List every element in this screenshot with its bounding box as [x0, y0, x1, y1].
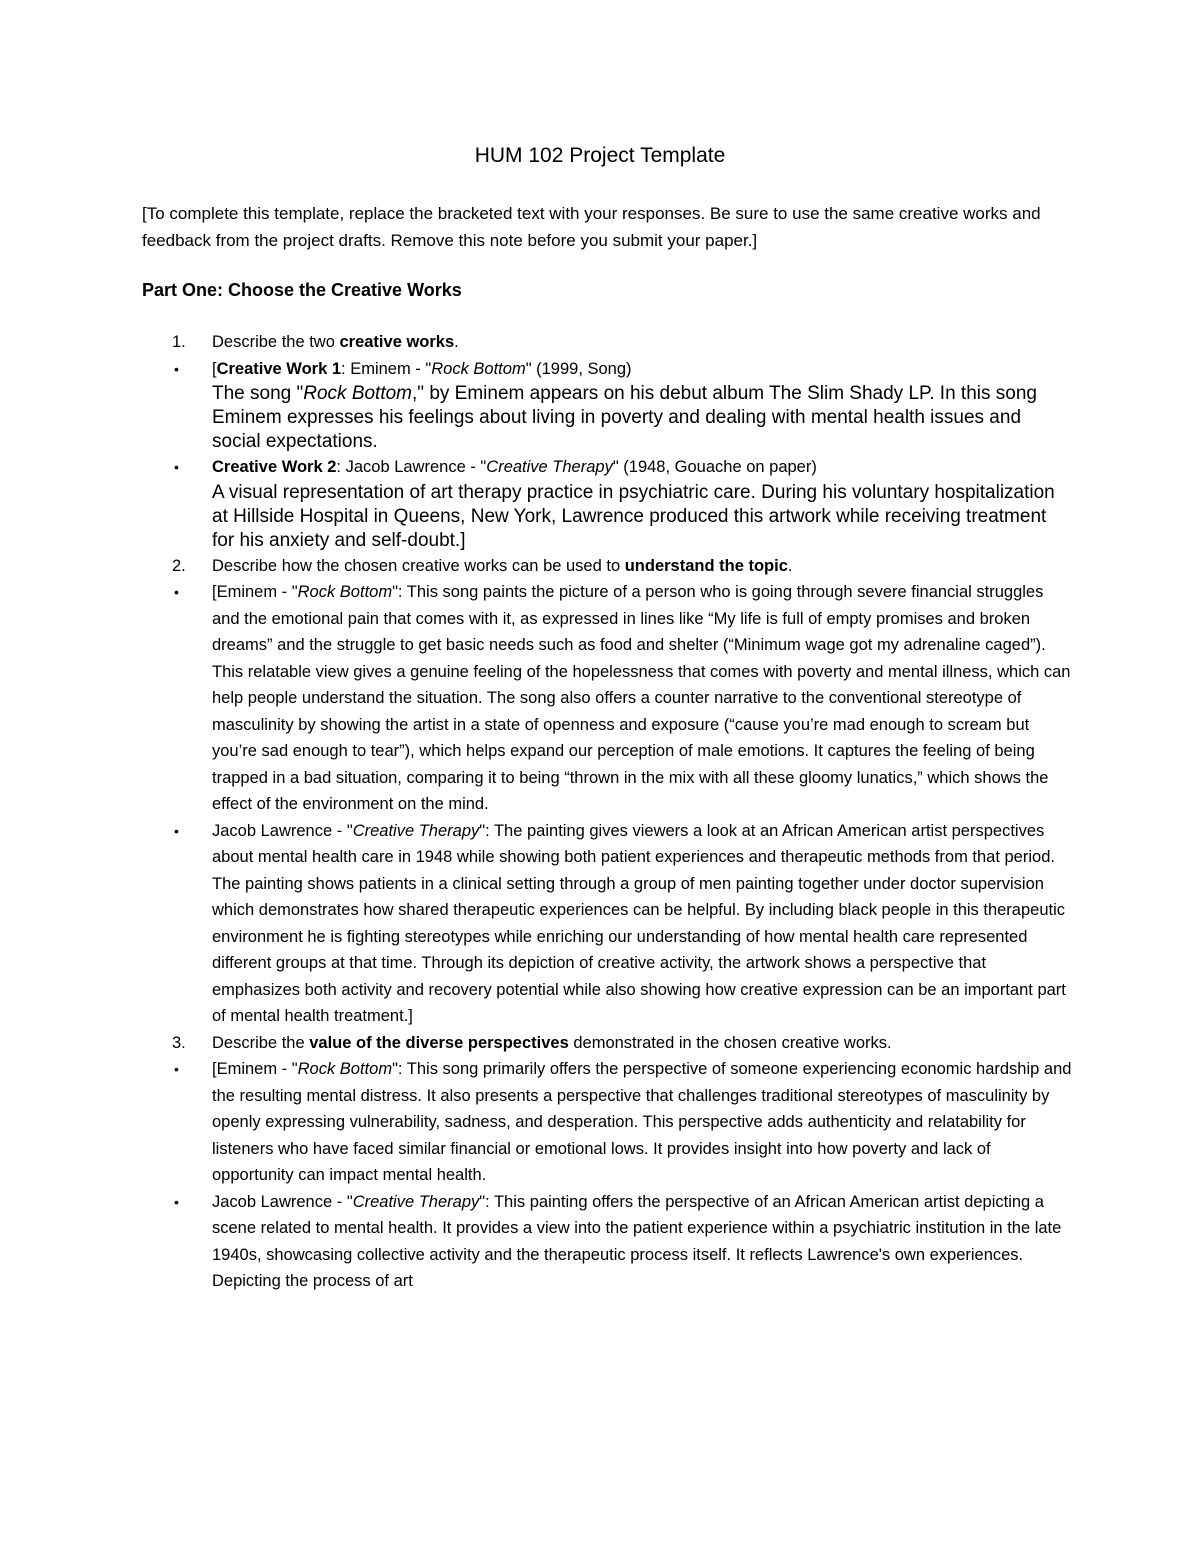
work-description: A visual representation of art therapy practice in psychiatric care. During his voluntary hospitalization at Hillside Hospital in Queens, New York, Lawrence produced this artwork while receiving treatment for his anxiety and self-doubt.]	[212, 481, 1055, 551]
question-2	[142, 553, 1072, 580]
document-body	[142, 329, 1072, 1295]
answer-body: ": This painting offers the perspective of an African American artist depicting a scene related to mental health. It provides a view into the patient experience within a psychiatric institution in the late 1940s, showcasing collective activity and the therapeutic process itself. It reflects Lawrence's own experiences. Depicting the process of art	[212, 1192, 1062, 1290]
description-title: Rock Bottom	[303, 383, 413, 404]
work-title: Creative Therapy	[486, 458, 613, 476]
question-emphasis: understand the topic	[624, 556, 788, 575]
work-label: Creative Work 2	[212, 458, 337, 476]
question-text: Describe the	[212, 1033, 310, 1052]
open-bracket: [	[212, 359, 217, 378]
question-3	[142, 1030, 1072, 1057]
answer-prefix: [Eminem - "	[212, 583, 298, 601]
bullet-icon: •	[174, 360, 179, 377]
creative-work-1	[142, 356, 1072, 455]
answer-title: Rock Bottom	[297, 1060, 393, 1078]
bullet-icon: •	[174, 1061, 179, 1077]
answer-3-eminem	[142, 1056, 1072, 1189]
answer-prefix: Jacob Lawrence - "	[212, 1192, 353, 1211]
work-artist: Jacob Lawrence - "	[345, 458, 487, 476]
answer-3-lawrence	[142, 1189, 1072, 1295]
answer-2-eminem	[142, 579, 1072, 818]
part-one-heading: Part One: Choose the Creative Works	[142, 280, 462, 300]
work-colon: :	[341, 359, 351, 378]
work-label: Creative Work 1	[216, 359, 342, 378]
answer-prefix: Jacob Lawrence - "	[212, 821, 353, 840]
answer-prefix: [Eminem - "	[212, 1060, 298, 1078]
list-number: 1.	[172, 333, 186, 351]
description-start: The song "	[212, 383, 304, 404]
answer-body: ": The painting gives viewers a look at an African American artist perspectives about mental health care in 1948 while showing both patient experiences and therapeutic methods from that period. The painting shows patients in a clinical setting through a group of men painting together under doctor supervision which demonstrates how shared therapeutic experiences can be helpful. By including black people in this therapeutic environment he is fighting stereotypes while enriching our understanding of how mental health care represented different groups at that time. Through its depiction of creative activity, the artwork shows a perspective that emphasizes both activity and recovery potential while also showing how creative expression can be an important part of mental health treatment.]	[212, 821, 1066, 1025]
list-number: 3.	[172, 1033, 186, 1052]
bullet-icon: •	[174, 822, 179, 839]
answer-body: ": This song paints the picture of a person who is going through severe financial struggles and the emotional pain that comes with it, as expressed in lines like “My life is full of empty promises and broken dreams” and the struggle to get basic needs such as food and shelter (“Minimum wage got my adrenaline caged”). This relatable view gives a genuine feeling of the hopelessness that comes with poverty and mental illness, which can help people understand the situation. The song also offers a counter narrative to the conventional stereotype of masculinity by showing the artist in a state of openness and exposure (“cause you’re mad enough to scream but you’re sad enough to tear”), which helps expand our perception of male emotions. It captures the feeling of being trapped in a bad situation, comparing it to being “thrown in the mix with all these gloomy lunatics,” which shows the effect of the environment on the mind.	[212, 583, 1071, 813]
creative-work-2	[142, 454, 1072, 553]
question-text-end: demonstrated in the chosen creative works.	[568, 1033, 892, 1052]
bullet-icon: •	[174, 584, 179, 600]
question-text-end: .	[454, 333, 459, 351]
template-note: [To complete this template, replace the bracketed text with your responses. Be sure to use the same creative works and feedback from the project drafts. Remove this note before you submit your paper.]	[142, 204, 1041, 250]
work-meta: " (1999, Song)	[525, 359, 632, 378]
work-description	[212, 382, 1072, 454]
work-title: Rock Bottom	[431, 359, 526, 378]
question-emphasis: value of the diverse perspectives	[309, 1033, 569, 1052]
work-colon: :	[336, 458, 346, 476]
answer-body: ": This song primarily offers the perspective of someone experiencing economic hardship and the resulting mental distress. It also presents a perspective that challenges traditional stereotypes of masculinity by openly expressing vulnerability, sadness, and desperation. This perspective adds authenticity and relatability for listeners who have faced similar financial or emotional lows. It provides insight into how poverty and lack of opportunity can impact mental health.	[212, 1060, 1072, 1184]
answer-title: Rock Bottom	[297, 583, 393, 601]
question-text-end: .	[787, 556, 793, 575]
question-text: Describe how the chosen creative works can be used to	[212, 556, 625, 575]
question-1	[142, 329, 1072, 356]
list-number: 2.	[172, 556, 186, 575]
question-emphasis: creative works	[339, 333, 455, 351]
answer-title: Creative Therapy	[352, 821, 480, 840]
answer-title: Creative Therapy	[352, 1192, 480, 1211]
description-end: ," by Eminem appears on his debut album The Slim Shady LP. In this song Eminem expresses his feelings about living in poverty and dealing with mental health issues and social expectations.	[212, 383, 1037, 452]
work-artist: Eminem - "	[350, 359, 432, 378]
question-text: Describe the two	[212, 333, 340, 351]
answer-2-lawrence	[142, 818, 1072, 1030]
bullet-icon: •	[174, 459, 179, 475]
bullet-icon: •	[174, 1193, 179, 1210]
work-meta: " (1948, Gouache on paper)	[612, 458, 817, 476]
document-title: HUM 102 Project Template	[474, 144, 726, 167]
